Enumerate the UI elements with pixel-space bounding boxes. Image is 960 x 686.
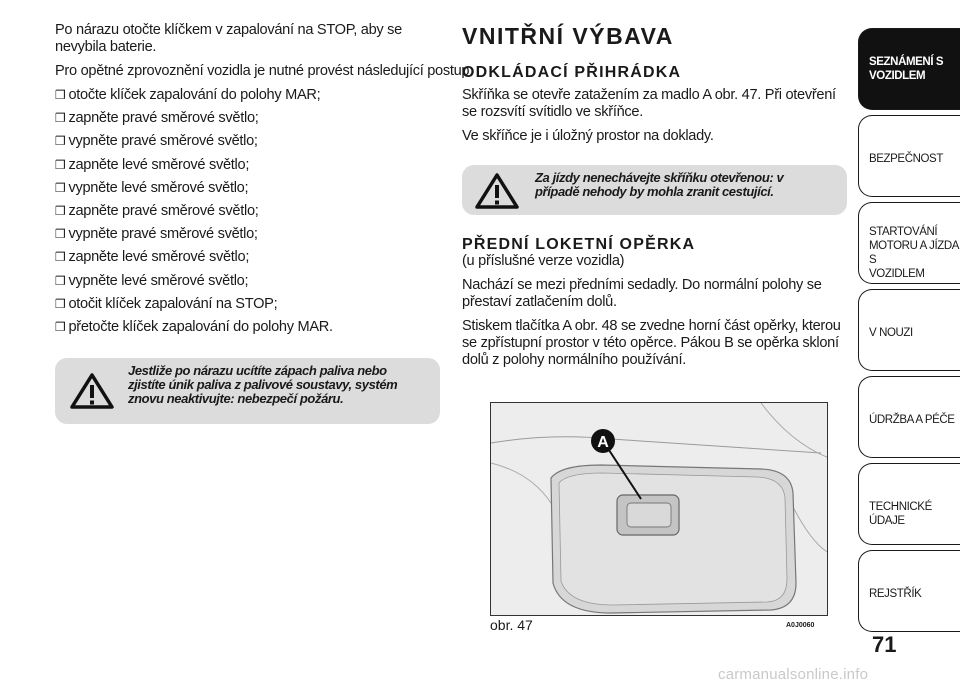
tab-label: SEZNÁMENÍ S (869, 56, 944, 68)
checkbox-bullet-icon: ❒ (55, 273, 66, 288)
tab-label: STARTOVÁNÍ (869, 226, 938, 238)
checkbox-bullet-icon: ❒ (55, 296, 66, 311)
intro-paragraph-1: Po nárazu otočte klíčkem v zapalování na STOP, aby se nevybila baterie. (55, 22, 402, 55)
step-text: vypněte levé směrové světlo; (68, 272, 249, 289)
warning-box-glovebox (462, 165, 847, 215)
tab-chapter-3[interactable] (858, 202, 960, 284)
glovebox-paragraph-2: Ve skříňce je i úložný prostor na doklady. (462, 128, 714, 144)
step-item (55, 249, 440, 266)
step-text: zapněte levé směrové světlo; (68, 156, 250, 173)
step-item (55, 296, 440, 313)
warning-triangle-icon (475, 173, 519, 209)
step-text: zapněte pravé směrové světlo; (68, 110, 259, 127)
step-text: vypněte pravé směrové světlo; (68, 133, 258, 150)
figure-code: A0J0060 (786, 622, 815, 629)
tab-label: VOZIDLEM (869, 70, 926, 82)
step-item (55, 157, 440, 174)
step-item (55, 319, 440, 336)
step-text: zapněte pravé směrové světlo; (68, 202, 259, 219)
checkbox-bullet-icon: ❒ (55, 203, 66, 218)
checkbox-bullet-icon: ❒ (55, 111, 66, 126)
tab-chapter-5[interactable] (858, 376, 960, 458)
warning-triangle-icon (70, 373, 114, 409)
armrest-paragraph-1: Nachází se mezi předními sedadly. Do normální polohy se přestaví zatlačením dolů. (462, 277, 822, 310)
step-item (55, 87, 440, 104)
figure-callout-label: A (597, 434, 609, 451)
section-title-glovebox: ODKLÁDACÍ PŘIHRÁDKA (462, 64, 682, 81)
tab-chapter-7[interactable] (858, 550, 960, 632)
right-column (462, 22, 847, 376)
checkbox-bullet-icon: ❒ (55, 134, 66, 149)
tab-label: ÚDRŽBA A PÉČE (869, 414, 955, 426)
warning-box-fuel (55, 358, 440, 424)
watermark: carmanualsonline.info (718, 666, 869, 683)
glovebox-paragraph-1: Skříňka se otevře zatažením za madlo A obr. 47. Při otevření se rozsvítí svítidlo ve skříňce. (462, 87, 836, 120)
glovebox-illustration (491, 403, 828, 616)
checkbox-bullet-icon: ❒ (55, 227, 66, 242)
checkbox-bullet-icon: ❒ (55, 319, 66, 334)
warning-text-glovebox: Za jízdy nenechávejte skříňku otevřenou: v případě nehody by mohla zranit cestující. (535, 170, 784, 199)
steps-list (55, 87, 440, 336)
step-item (55, 226, 440, 243)
step-item (55, 203, 440, 220)
tab-label: V NOUZI (869, 327, 913, 339)
figure-glovebox (490, 402, 828, 616)
warning-text-fuel: Jestliže po nárazu ucítíte zápach paliva nebo zjistíte únik paliva z palivové soustavy, systém znovu neaktivujte: nebezpečí požáru. (128, 362, 398, 406)
tab-label: BEZPEČNOST (869, 153, 943, 165)
tab-chapter-6[interactable] (858, 463, 960, 545)
checkbox-bullet-icon: ❒ (55, 250, 66, 265)
tab-label: REJSTŘÍK (869, 588, 922, 600)
checkbox-bullet-icon: ❒ (55, 180, 66, 195)
tab-label: TECHNICKÉ ÚDAJE (869, 501, 932, 527)
step-item (55, 273, 440, 290)
step-item (55, 110, 440, 127)
checkbox-bullet-icon: ❒ (55, 88, 66, 102)
step-text: otočte klíček zapalování do polohy MAR; (68, 87, 321, 103)
step-item (55, 180, 440, 197)
checkbox-bullet-icon: ❒ (55, 157, 66, 172)
left-column (55, 22, 473, 424)
page-number: 71 (872, 632, 897, 657)
figure-caption: obr. 47 (490, 617, 533, 633)
tab-chapter-1[interactable] (858, 28, 960, 110)
step-text: otočit klíček zapalování na STOP; (68, 295, 278, 312)
tab-chapter-4[interactable] (858, 289, 960, 371)
tab-label: VOZIDLEM (869, 268, 925, 280)
step-text: zapněte levé směrové světlo; (68, 249, 250, 266)
chapter-title: VNITŘNÍ VÝBAVA (462, 23, 674, 49)
step-text: přetočte klíček zapalování do polohy MAR. (68, 318, 333, 335)
tab-label: MOTORU A JÍZDA S (869, 240, 959, 266)
armrest-paragraph-2: Stiskem tlačítka A obr. 48 se zvedne horní část opěrky, kterou se zpřístupní prostor v této opěrce. Pákou B se opěrka skloní dolů z polohy normálního používání. (462, 318, 841, 368)
armrest-subtitle: (u příslušné verze vozidla) (462, 253, 625, 269)
tab-chapter-2[interactable] (858, 115, 960, 197)
step-item (55, 133, 440, 150)
section-title-armrest: PŘEDNÍ LOKETNÍ OPĚRKA (462, 236, 696, 253)
step-text: vypněte levé směrové světlo; (68, 179, 249, 196)
step-text: vypněte pravé směrové světlo; (68, 226, 258, 243)
intro-paragraph-2: Pro opětné zprovoznění vozidla je nutné provést následující postup: (55, 63, 473, 79)
